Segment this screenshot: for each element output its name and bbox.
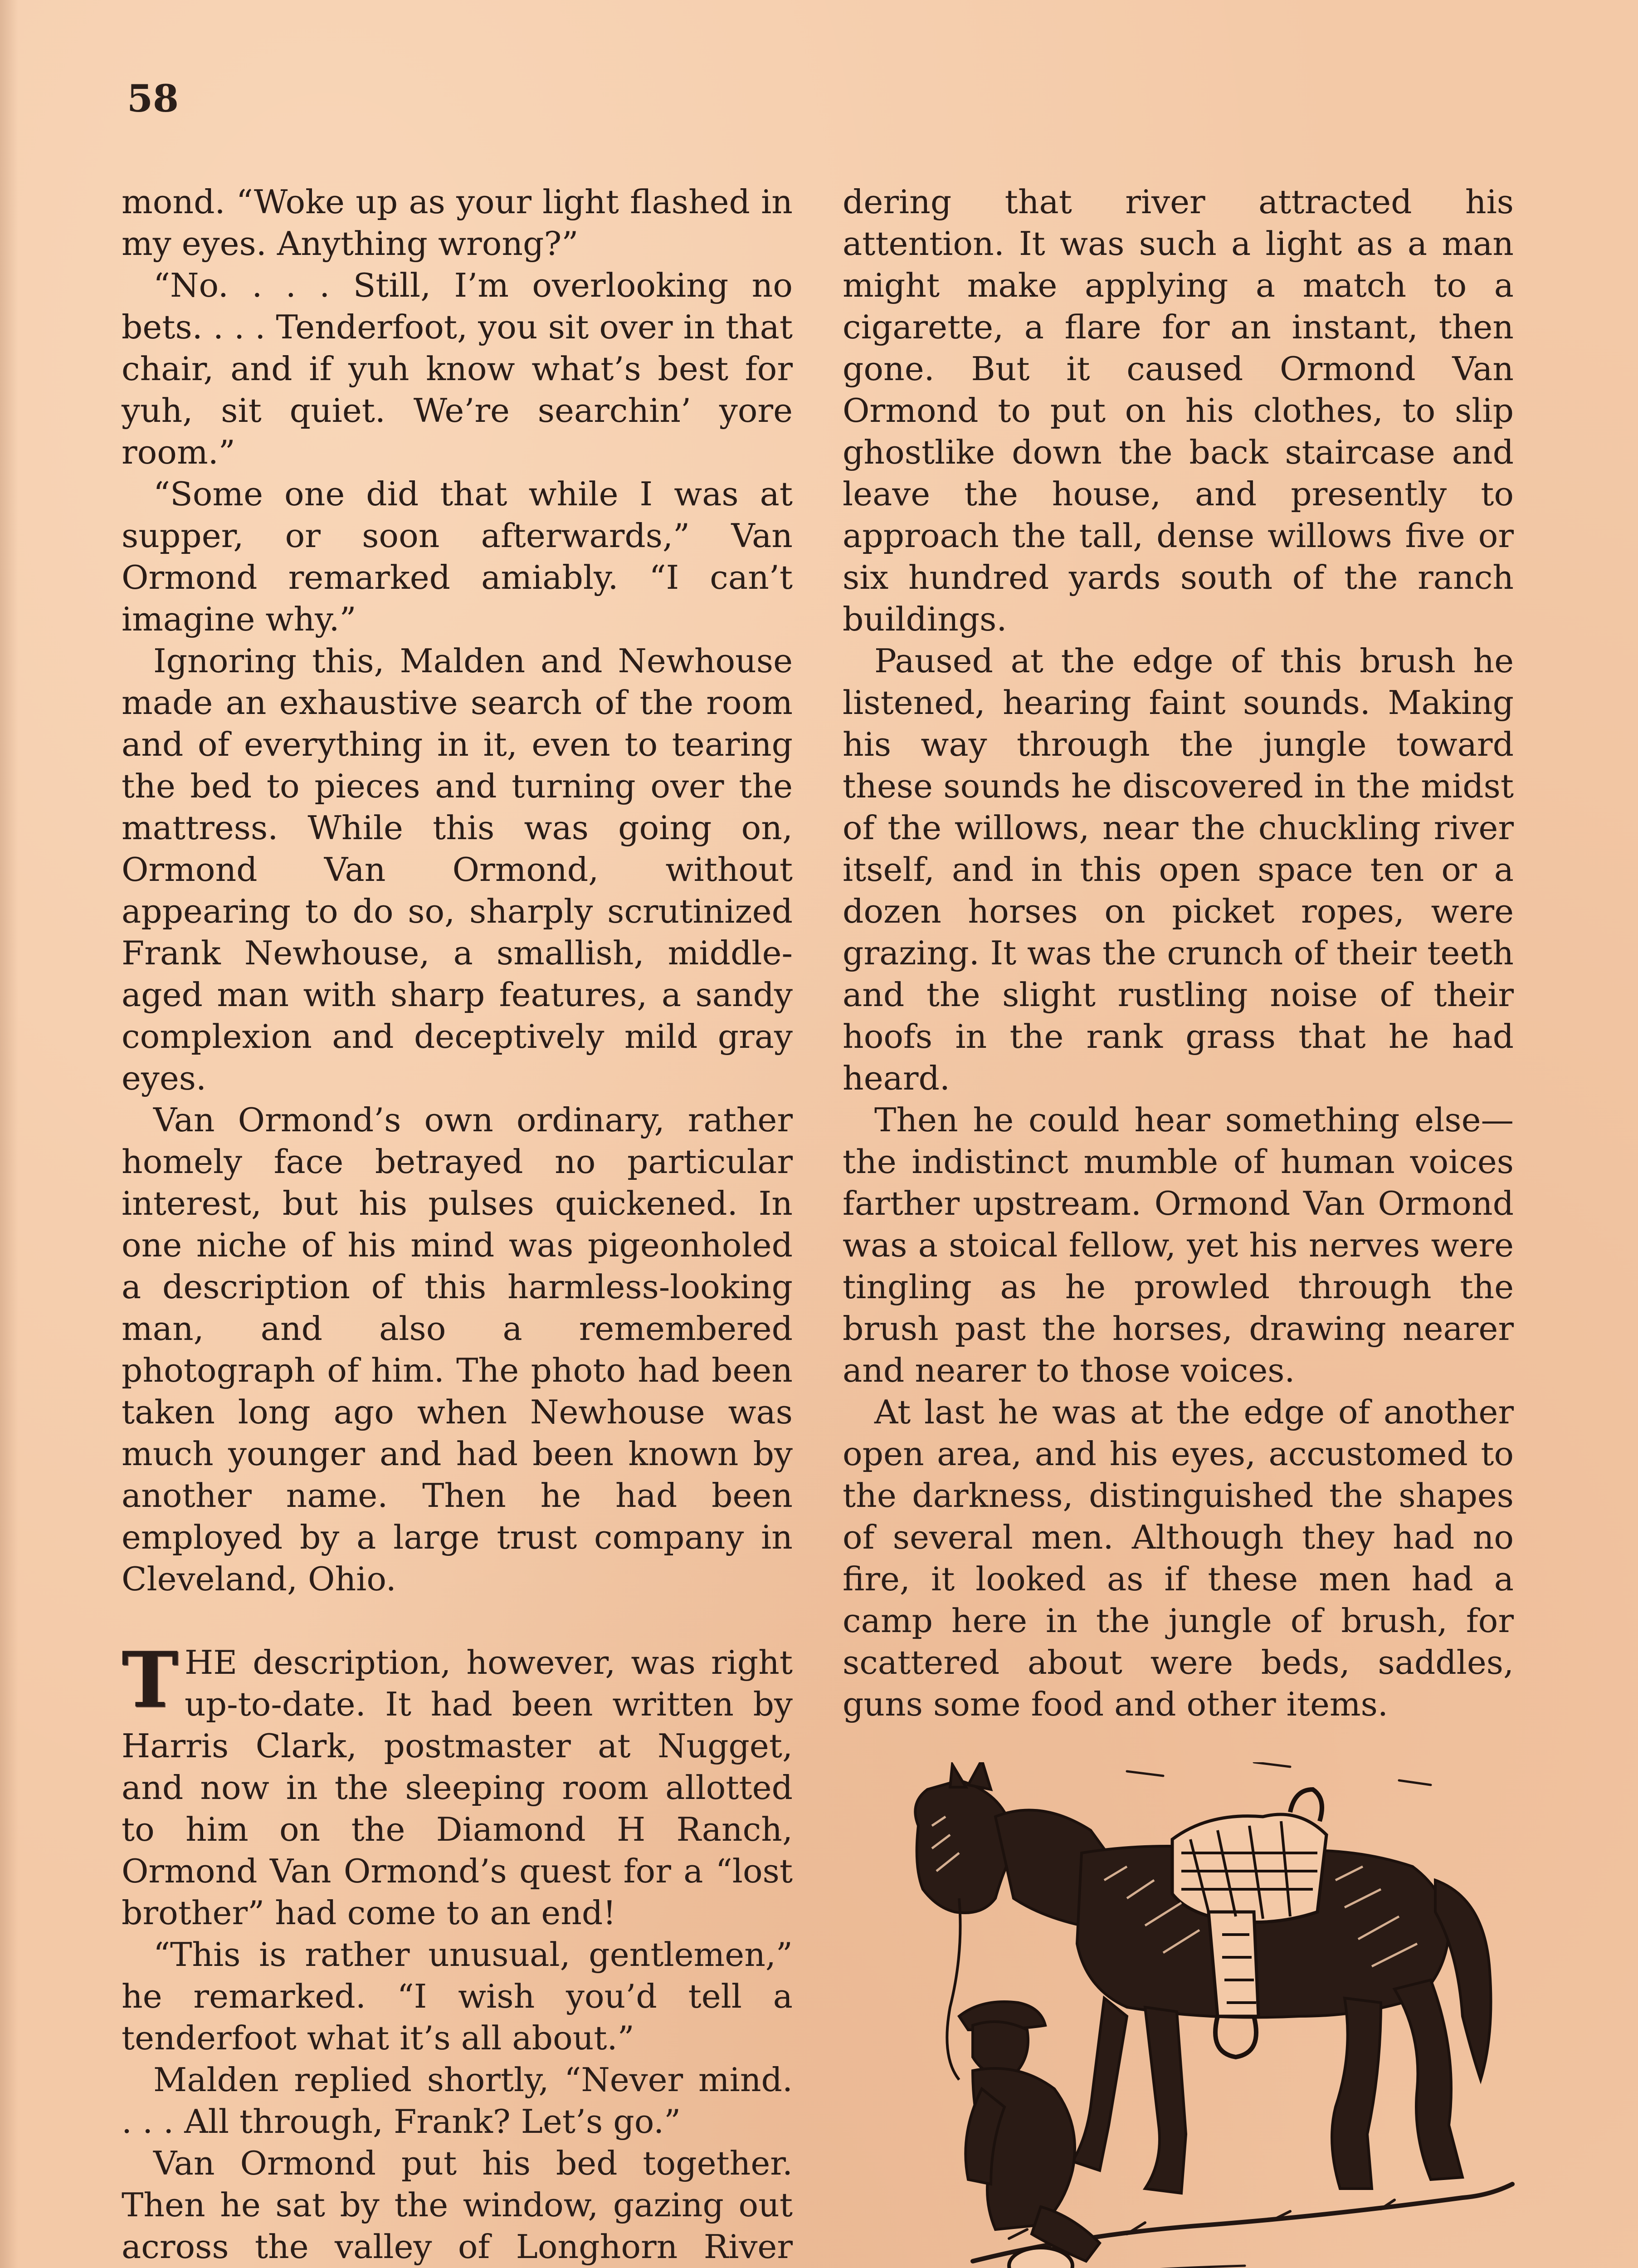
drop-cap-paragraph bbox=[122, 1635, 793, 1934]
paragraph: “This is rather unusual, gentlemen,” he remarked. “I wish you’d tell a tenderfoot what it’s all about.” bbox=[122, 1936, 793, 2058]
paragraph: “No. . . . Still, I’m overlooking no bets. . . . Tenderfoot, you sit over in that chair, and if yuh know what’s best for yuh, sit quiet. We’re searchin’ yore room.” bbox=[122, 267, 793, 472]
page-edge-shadow bbox=[0, 0, 18, 2268]
paragraph: At last he was at the edge of another open area, and his eyes, accustomed to the darkness, distinguished the shapes of several men. Although they had no fire, it looked as if these men had a camp here in the jungle of brush, for scattered about were beds, saddles, guns some food and other items. bbox=[843, 1393, 1514, 1724]
paragraph: mond. “Woke up as your light flashed in my eyes. Anything wrong?” bbox=[122, 183, 793, 263]
paragraph: Van Ormond’s own ordinary, rather homely face betrayed no particular interest, but his pulses quickened. In one niche of his mind was pigeonholed a description of this harmless-looking man, and also a remembered photograph of him. The photo had been taken long ago when Newhouse was much younger and had been known by another name. Then he had been employed by a large trust company in Cleveland, Ohio. bbox=[122, 1101, 793, 1598]
paragraph: Van Ormond put his bed together. Then he sat by the window, gazing out across the valley of Longhorn River bbox=[122, 2145, 793, 2266]
paragraph: Ignoring this, Malden and Newhouse made an exhaustive search of the room and of everything in it, even to tearing the bed to pieces and turning over the mattress. While this was going on, Ormond Van Ormond, without appearing to do so, sharply scrutinized Frank Newhouse, a smallish, middle-aged man with sharp features, a sandy complexion and deceptively mild gray eyes. bbox=[122, 642, 793, 1098]
page-number: 58 bbox=[127, 77, 179, 121]
drop-cap: T bbox=[122, 1635, 179, 1725]
paragraph: Then he could hear something else—the indistinct mumble of human voices farther upstream. Ormond Van Ormond was a stoical fellow, yet his nerves were tingling as he prowled through the brush past the horses, drawing nearer and nearer to those voices. bbox=[843, 1101, 1514, 1390]
right-column bbox=[843, 181, 1514, 1725]
drop-cap-paragraph-text: HE description, however, was right up-to-date. It had been written by Harris Clark, postmaster at Nugget, and now in the sleeping room allotted to him on the Diamond H Ranch, Ormond Van Ormond’s quest for a “lost brother” had come to an end! bbox=[122, 1644, 793, 1932]
section-break bbox=[122, 1600, 793, 1642]
left-column bbox=[122, 181, 793, 2268]
paragraph: “Some one did that while I was at supper, or soon afterwards,” Van Ormond remarked amiably. “I can’t imagine why.” bbox=[122, 475, 793, 639]
paragraph: Paused at the edge of this brush he listened, hearing faint sounds. Making his way through the jungle toward these sounds he discovered in the midst of the willows, near the chuckling river itself, and in this open space ten or a dozen horses on picket ropes, were grazing. It was the crunch of their teeth and the slight rustling noise of their hoofs in the rank grass that he had heard. bbox=[843, 642, 1514, 1098]
paragraph: Malden replied shortly, “Never mind. . . . All through, Frank? Let’s go.” bbox=[122, 2061, 793, 2141]
horse-illustration bbox=[891, 1762, 1521, 2268]
paragraph: dering that river attracted his attention. It was such a light as a man might make applying a match to a cigarette, a flare for an instant, then gone. But it caused Ormond Van Ormond to put on his clothes, to slip ghostlike down the back staircase and leave the house, and presently to approach the tall, dense willows five or six hundred yards south of the ranch buildings. bbox=[843, 183, 1514, 639]
